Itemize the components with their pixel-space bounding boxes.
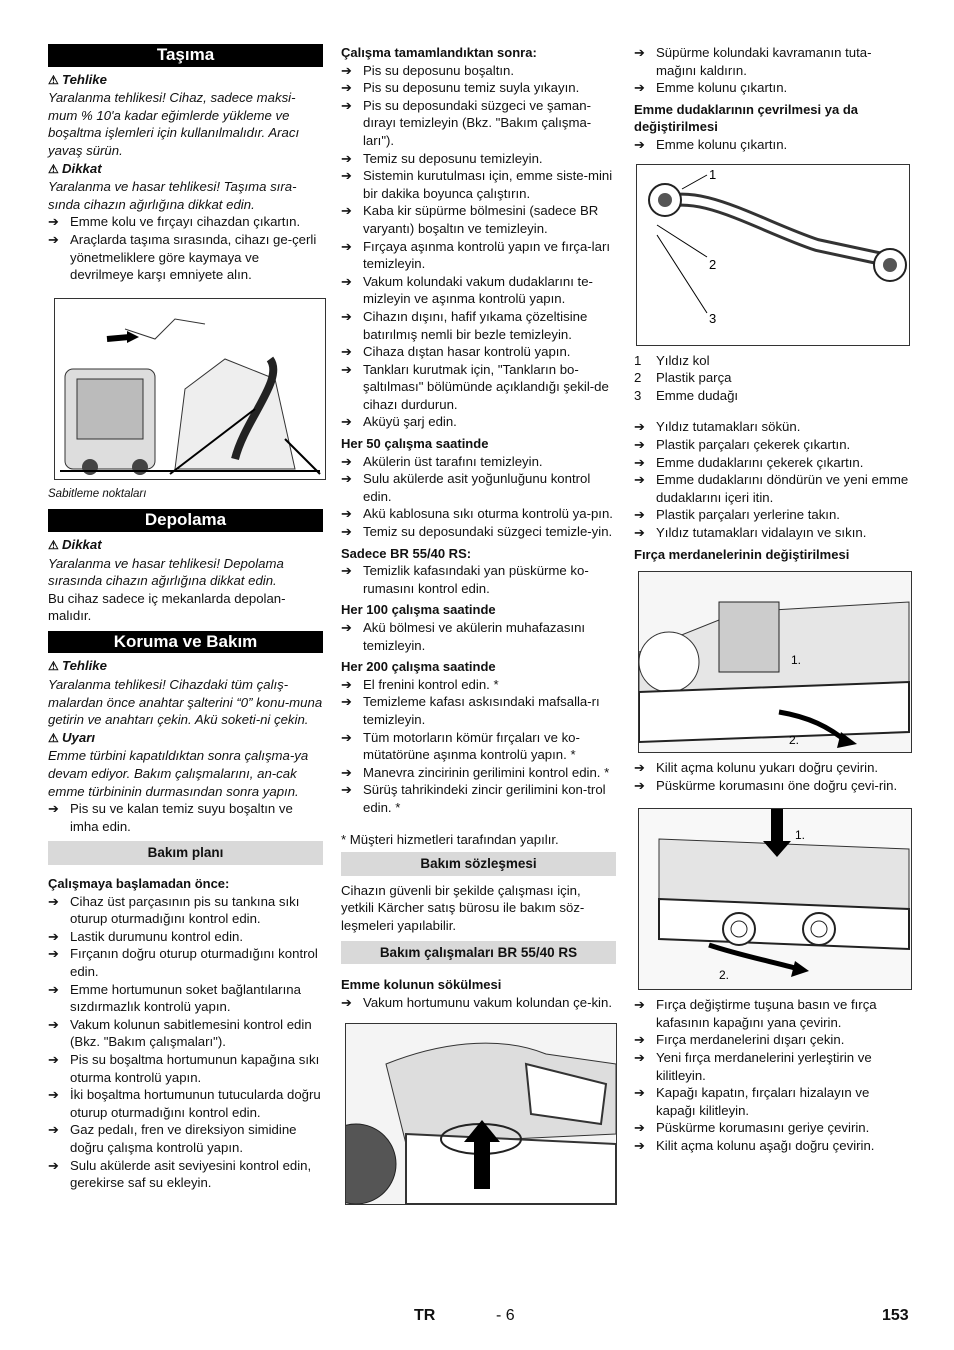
warning-label [48,71,323,90]
arrow-right-icon: ➔ [634,1032,645,1048]
step-text: Plastik parçaları yerlerine takın. [656,507,840,523]
warning-triangle-icon: ⚠ [48,730,59,745]
list-item [341,994,616,1012]
warning-triangle-icon: ⚠ [48,537,59,552]
subheading: Çalışma tamamlandıktan sonra: [341,45,537,60]
footer-page-sub-text: - 6 [496,1307,515,1324]
list-item [634,1137,911,1155]
column-1 [48,44,323,1192]
step-text: Sulu akülerde asit seviyesini kontrol edin, gerekirse saf su ekleyin. [70,1157,312,1191]
arrow-right-icon: ➔ [634,777,645,793]
warning-triangle-icon: ⚠ [48,72,59,87]
brush-list-2 [634,996,911,1154]
step-text: Gaz pedalı, fren ve direksiyon simidine doğru çalışma kontrolü yapın. [70,1122,297,1155]
step-text: Yıldız tutamakları sökün. [656,419,801,435]
list-item [48,1051,323,1086]
squeegee-figure [636,164,910,346]
list-item [48,928,323,946]
section-heading-maintenance: Koruma ve Bakım [48,631,323,654]
arrow-right-icon: ➔ [341,168,352,184]
arrow-right-icon: ➔ [341,453,352,469]
list-item [634,1049,911,1084]
list-item [341,781,616,816]
step-text: Kapağı kapatın, fırçaları hizalayın ve kapağı kilitleyin. [656,1085,870,1118]
arrow-right-icon: ➔ [341,203,352,219]
legend-text: Yıldız kol [656,352,710,368]
figure-callout: 1. [795,828,806,843]
footer-page-number: 153 [882,1307,909,1324]
list-item [341,453,616,471]
list-item [341,562,616,597]
step-text: Pis su deposunu temiz suyla yıkayın. [363,80,580,96]
list-item [634,44,911,79]
step-text: Emme dudaklarını çekerek çıkartın. [656,454,864,470]
list-item [634,79,911,97]
warning-text: Yaralanma ve hasar tehlikesi! Taşıma sıra-sında cihazın ağırlığına dikkat edin. [48,179,297,212]
warning-triangle-icon: ⚠ [48,161,59,176]
step-text: Vakum kolunun sabitlemesini kontrol edin (Bkz. "Bakım çalışmaları"). [70,1016,312,1050]
arrow-right-icon: ➔ [341,80,352,96]
arrow-right-icon: ➔ [341,506,352,522]
step-text: Pis su ve kalan temiz suyu boşaltın ve imha edin. [70,801,293,834]
arrow-right-icon: ➔ [48,231,59,247]
arrow-right-icon: ➔ [634,80,645,96]
arrow-right-icon: ➔ [341,273,352,289]
step-text: Yıldız tutamakları vidalayın ve sıkın. [656,524,867,540]
legend-item [634,369,911,387]
arrow-right-icon: ➔ [341,238,352,254]
list-item [341,523,616,541]
list-item [634,418,911,436]
before-list [48,893,323,1192]
step-text: Süpürme kolundaki kavramanın tuta-mağını kaldırın. [656,45,872,78]
step-text: Fırçaya aşınma kontrolü yapın ve fırça-ları temizleyin. [363,238,610,272]
list-item [634,759,911,777]
list-item [341,361,616,414]
legend-number: 2 [634,370,642,386]
brush-figure-1 [638,571,912,753]
arrow-right-icon: ➔ [48,1051,59,1067]
subsection-bar-plan: Bakım planı [48,841,323,865]
arrow-right-icon: ➔ [634,472,645,488]
subheading: Her 100 çalışma saatinde [341,602,496,618]
subheading: Sadece BR 55/40 RS: [341,545,472,561]
lips-list-2 [634,418,911,541]
subsection-bar-contract: Bakım sözleşmesi [341,852,616,876]
list-item [341,676,616,694]
warning-label [48,160,323,179]
list-item [341,693,616,728]
brush-list-1 [634,759,911,794]
brush-figure-2 [638,808,912,990]
arrow-right-icon: ➔ [48,1087,59,1103]
br-list [341,562,616,597]
step-text: Sürüş tahrikindeki zincir gerilimini kon-trol edin. * [363,782,606,815]
arrow-right-icon: ➔ [634,454,645,470]
list-item [634,136,911,154]
step-text: Vakum kolundaki vakum dudaklarını te-mizleyin ve aşınma kontrolü yapın. [363,273,593,307]
list-item [634,1031,911,1049]
step-text: Temizleme kafası askısındaki mafsalla-rı temizleyin. [363,694,600,727]
arrow-right-icon: ➔ [48,928,59,944]
step-text: Yeni fırça merdanelerini yerleştirin ve kilitleyin. [656,1050,872,1083]
warning-text: Emme türbini kapatıldıktan sonra çalışma-ya devam ediyor. Bakım çalışmalarını, an-cak emme türbininin durmasından sonra yapın. [48,748,309,799]
list-item [341,343,616,361]
step-text: Emme dudaklarını döndürün ve yeni emme dudaklarını içeri itin. [656,472,909,505]
arrow-right-icon: ➔ [341,764,352,780]
subheading: Emme kolunun sökülmesi [341,977,502,993]
figure-callout: 2 [709,256,717,272]
arrow-right-icon: ➔ [341,782,352,798]
warning-triangle-icon: ⚠ [48,659,59,674]
list-item [341,273,616,308]
arrow-right-icon: ➔ [48,1122,59,1138]
list-item [341,308,616,343]
warning-title: Dikkat [62,160,102,176]
warning-title: Tehlike [62,658,107,674]
after-list [341,62,616,431]
arrow-right-icon: ➔ [634,524,645,540]
step-text: Pis su deposunu boşaltın. [363,62,515,78]
list-item [634,471,911,506]
step-text: Manevra zincirinin gerilimini kontrol edin. * [363,764,610,780]
list-item [48,213,323,231]
arrow-right-icon: ➔ [48,801,59,817]
figure-callout: 3 [709,310,717,326]
step-text: Püskürme korumasını geriye çevirin. [656,1120,870,1136]
step-text: Vakum hortumunu vakum kolundan çe-kin. [363,994,612,1010]
arrow-right-icon: ➔ [634,1138,645,1154]
arrow-right-icon: ➔ [341,994,352,1010]
list-item [634,454,911,472]
list-item [341,729,616,764]
remove-figure [345,1023,617,1205]
step-text: Akü kablosuna sıkı oturma kontrolü ya-pın. [363,506,613,522]
step-text: Fırçanın doğru oturup oturmadığını kontrol edin. [70,946,318,979]
warning-title: Tehlike [62,71,107,87]
section-heading-storage: Depolama [48,509,323,532]
subheading: Her 200 çalışma saatinde [341,659,496,675]
arrow-right-icon: ➔ [341,563,352,579]
subheading: Emme dudaklarının çevrilmesi ya da değiştirilmesi [634,101,858,135]
step-text: Cihaz üst parçasının pis su tankına sıkı oturup oturmadığını kontrol edin. [70,893,300,927]
arrow-right-icon: ➔ [634,419,645,435]
step-text: Fırça değiştirme tuşuna basın ve fırça kafasının kapağını yana çevirin. [656,997,877,1030]
arrow-right-icon: ➔ [48,214,59,230]
list-item [634,1119,911,1137]
legend-number: 3 [634,387,642,403]
step-text: Akülerin üst tarafını temizleyin. [363,453,543,469]
figure-caption: Sabitleme noktaları [48,487,147,500]
step-text: El frenini kontrol edin. * [363,676,499,692]
step-text: Cihazın dışını, hafif yıkama çözeltisine batırılmış nemli bir bezle temizleyin. [363,308,588,342]
arrow-right-icon: ➔ [634,45,645,60]
arrow-right-icon: ➔ [634,1085,645,1101]
step-text: Emme kolunu çıkartın. [656,80,788,96]
list-item [48,1086,323,1121]
step-text: Kaba kir süpürme bölmesini (sadece BR varyantı) boşaltın ve temizleyin. [363,203,599,236]
list-item [341,619,616,654]
subsection-bar-work: Bakım çalışmaları BR 55/40 RS [341,941,616,965]
list-item [341,79,616,97]
step-text: Lastik durumunu kontrol edin. [70,928,244,944]
step-text: Kilit açma kolunu yukarı doğru çevirin. [656,760,879,776]
warning-title: Uyarı [62,729,95,745]
list-item [341,764,616,782]
step-text: Sistemin kurutulması için, emme siste-mini bir dakika boyunca çalıştırın. [363,168,613,201]
step-text: Tüm motorların kömür fırçaları ve ko-mütatörüne aşınma kontrolü yapın. * [363,729,580,763]
storage-text: Bu cihaz sadece iç mekanlarda depolan-malıdır. [48,590,286,624]
footnote: * Müşteri hizmetleri tarafından yapılır. [341,831,559,847]
arrow-right-icon: ➔ [341,729,352,745]
list-item [48,1016,323,1051]
figure-callout: 2. [719,968,730,983]
arrow-right-icon: ➔ [634,136,645,152]
arrow-right-icon: ➔ [341,150,352,166]
arrow-right-icon: ➔ [634,760,645,776]
arrow-right-icon: ➔ [341,62,352,78]
subheading: Çalışmaya başlamadan önce: [48,876,230,891]
h50-list [341,453,616,541]
step-text: İki boşaltma hortumunun tutucularda doğru oturup oturmadığını kontrol edin. [70,1087,321,1120]
list-item [48,893,323,928]
arrow-right-icon: ➔ [634,436,645,452]
step-text: Püskürme korumasını öne doğru çevi-rin. [656,777,898,793]
step-text: Pis su boşaltma hortumunun kapağına sıkı oturma kontrolü yapın. [70,1051,320,1085]
arrow-right-icon: ➔ [341,361,352,377]
warning-text: Yaralanma ve hasar tehlikesi! Depolama sırasında cihazın ağırlığına dikkat edin. [48,555,284,589]
step-text: Pis su deposundaki süzgeci ve şaman-dırayı temizleyin (Bkz. "Bakım çalışma-ları"). [363,97,592,148]
step-text: Akü bölmesi ve akülerin muhafazasını temizleyin. [363,620,586,653]
step-text: Sulu akülerde asit yoğunluğunu kontrol edin. [363,471,591,504]
subheading: Fırça merdanelerinin değiştirilmesi [634,546,850,562]
column-3 [634,44,911,1155]
legend-text: Emme dudağı [656,387,739,403]
list-item [634,777,911,795]
list-item [341,62,616,80]
arrow-right-icon: ➔ [341,344,352,360]
list-item [634,996,911,1031]
step-text: Kilit açma kolunu aşağı doğru çevirin. [656,1138,875,1154]
section-heading-transport: Taşıma [48,44,323,67]
warning-text: Yaralanma tehlikesi! Cihaz, sadece maksi-mum % 10'a kadar eğimlerde yükleme ve boşaltma işlemleri için kullanılmalıdır. Aracı yavaş sürün. [48,90,300,158]
step-text: Temizlik kafasındaki yan püskürme ko-rumasını kontrol edin. [363,563,589,596]
list-item [48,945,323,980]
list-item [341,150,616,168]
list-item [634,1084,911,1119]
list-item [634,524,911,542]
arrow-right-icon: ➔ [48,893,59,909]
footer-language: TR [414,1307,436,1324]
footer-page-sub [496,1307,515,1325]
list-item [48,981,323,1016]
warning-label [48,657,323,676]
arrow-right-icon: ➔ [341,524,352,540]
legend-item [634,387,911,405]
arrow-right-icon: ➔ [341,676,352,692]
top-list [634,44,911,97]
arrow-right-icon: ➔ [341,414,352,430]
list-item [341,505,616,523]
subheading: Her 50 çalışma saatinde [341,436,489,452]
list-item [341,470,616,505]
list-item [48,800,323,835]
legend-number: 1 [634,352,642,368]
list-item [48,231,323,284]
list-item [634,506,911,524]
remove-list [341,994,616,1012]
list-item [341,97,616,150]
arrow-right-icon: ➔ [341,694,352,710]
list-item [634,436,911,454]
arrow-right-icon: ➔ [48,946,59,962]
step-text: Emme hortumunun soket bağlantılarına sızdırmazlık kontrolü yapın. [70,981,301,1015]
arrow-right-icon: ➔ [341,620,352,635]
column-2 [341,44,616,1211]
list-item [341,238,616,273]
warning-label [48,729,323,748]
figure-legend [634,352,911,405]
step-text: Tankları kurutmak için, "Tankların bo-şaltılması" bölümünde açıklandığı şekil-de cihazı durdurun. [363,361,609,412]
step-text: Fırça merdanelerini dışarı çekin. [656,1032,845,1048]
figure-callout: 1. [791,653,802,668]
list-item [48,1157,323,1192]
step-text: Cihaza dıştan hasar kontrolü yapın. [363,344,571,360]
step-text: Temiz su deposunu temizleyin. [363,150,543,166]
figure-callout: 2. [789,733,800,748]
list-item [48,1121,323,1156]
step-text: Plastik parçaları çekerek çıkartın. [656,436,851,452]
lips-list-1 [634,136,911,154]
warning-text: Yaralanma tehlikesi! Cihazdaki tüm çalış-malardan önce anahtar şalterini “0” konu-muna getirin ve anahtarı çekin. Akü soketi-ni çekin. [48,677,323,728]
figure-callout: 1 [709,166,717,182]
arrow-right-icon: ➔ [341,308,352,324]
contract-text: Cihazın güvenli bir şekilde çalışması için, yetkili Kärcher satış bürosu ile bakım söz-leşmeleri yapılabilir. [341,882,585,933]
h200-list [341,676,616,817]
list-item [341,202,616,237]
arrow-right-icon: ➔ [634,997,645,1013]
arrow-right-icon: ➔ [341,97,352,113]
legend-item [634,352,911,370]
arrow-right-icon: ➔ [634,507,645,523]
step-text: Temiz su deposundaki süzgeci temizle-yin. [363,524,613,540]
arrow-right-icon: ➔ [634,1120,645,1136]
list-item [341,413,616,431]
arrow-right-icon: ➔ [48,1157,59,1173]
warning-label [48,536,323,555]
step-text: Araçlarda taşıma sırasında, cihazı ge-çerli yönetmeliklere göre kaymaya ve devrilmeye karşı emniyete alın. [70,231,317,283]
h100-list [341,619,616,654]
arrow-right-icon: ➔ [341,471,352,487]
arrow-right-icon: ➔ [48,981,59,997]
step-text: Aküyü şarj edin. [363,414,457,430]
arrow-right-icon: ➔ [48,1016,59,1032]
transport-figure [54,298,326,480]
legend-text: Plastik parça [656,370,732,386]
arrow-right-icon: ➔ [634,1050,645,1066]
step-text: Emme kolu ve fırçayı cihazdan çıkartın. [70,214,301,230]
warning-title: Dikkat [62,536,102,552]
list-item [341,167,616,202]
step-text: Emme kolunu çıkartın. [656,136,788,152]
